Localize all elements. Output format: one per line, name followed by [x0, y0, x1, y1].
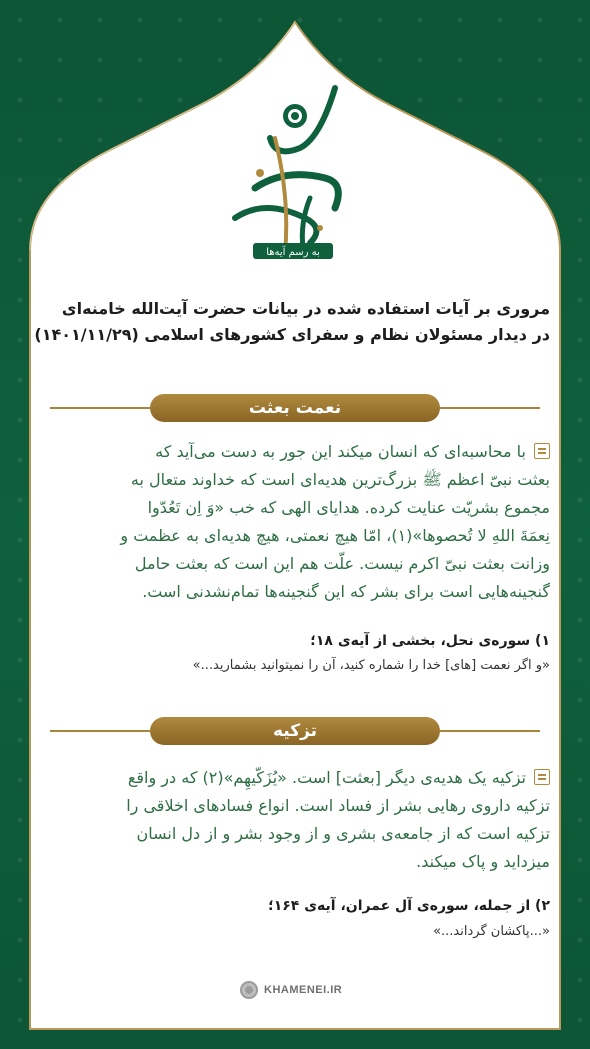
footer: [240, 978, 350, 1002]
paragraph-line: بعثت نبیّ اعظم ﷺ بزرگ‌ترین هدیه‌ای است که خداوند متعال به: [130, 470, 550, 489]
paragraph-line: نِعمَةَ اللهِ لا تُحصوها»(۱)، امّا هیچ نعمتی، هیچ هدیه‌ای به عظمت و: [120, 526, 550, 545]
paragraph-line: تزکیه یک هدیه‌ی دیگر [بعثت] است. «یُزَکّیهِم»(۲) که در واقع: [127, 768, 526, 787]
note-bullet-icon: [534, 769, 550, 785]
footnote-1-text: «و اگر نعمت [های] خدا را شماره کنید، آن را نمیتوانید بشمارید...»: [192, 658, 550, 673]
intro-line-2: در دیدار مسئولان نظام و سفرای کشورهای اسلامی (۱۴۰۱/۱۱/۲۹): [34, 325, 550, 344]
khamenei-emblem-icon: [240, 981, 258, 999]
paragraph-line: میزداید و پاک میکند.: [416, 852, 550, 871]
paragraph-line: با محاسبه‌ای که انسان میکند این جور به دست می‌آید که: [155, 442, 526, 461]
paragraph-line: تزکیه است که از جامعه‌ی بشری و از وجود بشر و از دل انسان: [136, 824, 550, 843]
logo-calligraphy: [215, 78, 365, 268]
paragraph-line: وزانت بعثت نبیّ اکرم نیست. علّت هم این است که بعثت حامل: [134, 554, 550, 573]
footnote-2-text: «...پاکشان گرداند...»: [433, 924, 550, 939]
ornament-rosette-icon: [283, 104, 307, 128]
section-1-paragraph: [40, 438, 550, 606]
section-2-paragraph: [40, 764, 550, 876]
section-title-ribbon-2: [150, 712, 440, 750]
paragraph-line: مجموع بشریّت عنایت کرده. هدایای الهی که خب «وَ اِن تَعُدّوا: [147, 498, 550, 517]
site-name: KHAMENEI.IR: [264, 984, 343, 996]
paragraph-line: گنجینه‌هایی است برای بشر که این گنجینه‌ها تمام‌نشدنی است.: [142, 582, 550, 601]
section-title-2: تزکیه: [272, 721, 318, 741]
section-title-ribbon-1: [150, 389, 440, 427]
intro-line-1: مروری بر آیات استفاده شده در بیانات حضرت آیت‌الله خامنه‌ای: [61, 299, 550, 318]
footnote-1-title: ۱) سوره‌ی نحل، بخشی از آیه‌ی ۱۸؛: [310, 633, 550, 649]
footnote-2-title: ۲) از جمله، سوره‌ی آل عمران، آیه‌ی ۱۶۴؛: [268, 898, 550, 914]
section-title-1: نعمت بعثت: [248, 398, 342, 418]
note-bullet-icon: [534, 443, 550, 459]
logo-tag: به رسم آیه‌ها: [266, 247, 320, 258]
intro-text: [34, 296, 550, 348]
paragraph-line: تزکیه داروی رهایی بشر از فساد است. انواع فسادهای اخلاقی را: [126, 796, 550, 815]
